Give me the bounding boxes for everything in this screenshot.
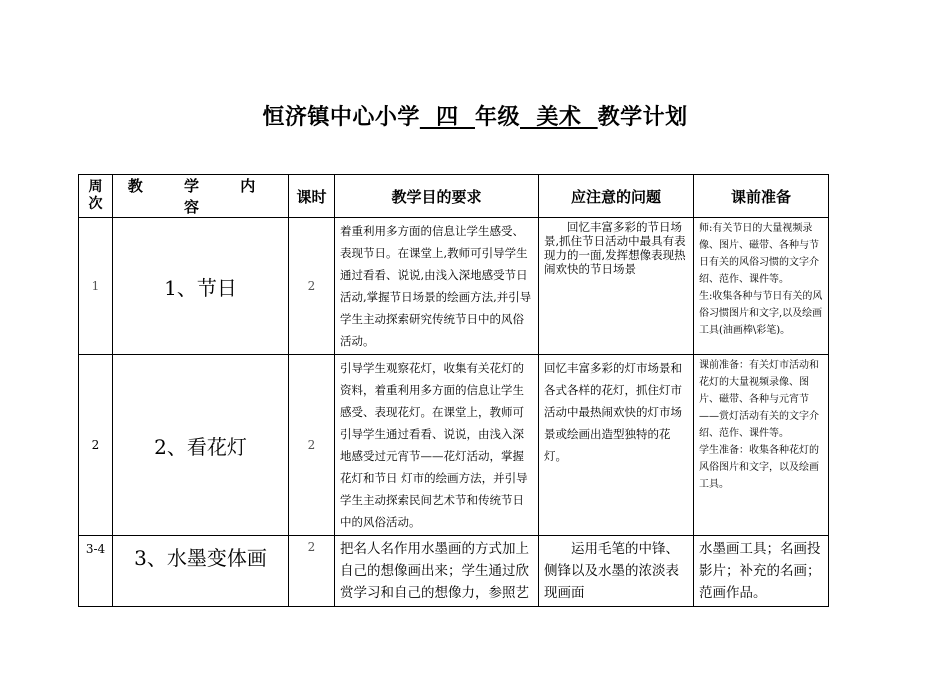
- hours-cell: 2: [289, 536, 335, 607]
- notes-cell: 运用毛笔的中锋、侧锋以及水墨的浓淡表现画面: [539, 536, 694, 607]
- table-row: [79, 355, 829, 536]
- goals-cell: 把名人名作用水墨画的方式加上自己的想像画出来；学生通过欣赏学习和自己的想像力，参照艺: [335, 536, 539, 607]
- week-cell: 2: [79, 355, 113, 536]
- notes-cell: 回忆丰富多彩的灯市场景和各式各样的花灯，抓住灯市活动中最热闹欢快的灯市场景或绘画出造型独特的花灯。: [539, 355, 694, 536]
- prep-cell: 师:有关节日的大量视频录像、图片、磁带、各种与节日有关的风俗习惯的文字介绍、范作、课件等。 生:收集各种与节日有关的风俗习惯图片和文字,以及绘画工具(油画棒\彩笔)。: [694, 218, 829, 355]
- table-row: [79, 218, 829, 355]
- grade-blank: 四: [419, 104, 475, 130]
- plan-label: 教学计划: [597, 104, 688, 130]
- prep-cell: 水墨画工具；名画投影片；补充的名画；范画作品。: [694, 536, 829, 607]
- goals-cell: 引导学生观察花灯，收集有关花灯的资料，着重利用多方面的信息让学生感受、表现花灯。在课堂上，教师可引导学生通过看看、说说，由浅入深地感受过元宵节——花灯活动，掌握花灯和节日 灯市的绘画方法，并引导学生主动探索民间艺术节和传统节日中的风俗活动。: [335, 355, 539, 536]
- week-cell: 3-4: [79, 536, 113, 607]
- subject-blank: 美术: [520, 104, 598, 130]
- school-name: 恒济镇中心小学: [262, 104, 420, 130]
- hours-cell: 2: [289, 218, 335, 355]
- week-cell: 1: [79, 218, 113, 355]
- content-cell: 1、节日: [113, 218, 289, 355]
- goals-cell: 着重利用多方面的信息让学生感受、表现节日。在课堂上,教师可引导学生通过看看、说说,由浅入深地感受节日活动,掌握节日场景的绘画方法,并引导学生主动探索研究传统节日中的风俗活动。: [335, 218, 539, 355]
- header-notes: 应注意的问题: [539, 175, 694, 218]
- content-cell: 3、水墨变体画: [113, 536, 289, 607]
- table-row: [79, 536, 829, 607]
- notes-cell: 回忆丰富多彩的节日场景,抓住节日活动中最具有表现力的一面,发挥想像表现热闹欢快的节日场景: [539, 218, 694, 355]
- header-row: [79, 175, 829, 218]
- page-title: [0, 100, 950, 131]
- header-prep: 课前准备: [694, 175, 829, 218]
- prep-cell: 课前准备：有关灯市活动和花灯的大量视频录像、图片、磁带、各种与元宵节——赏灯活动有关的文字介绍、范作、课件等。 学生准备：收集各种花灯的风俗图片和文字，以及绘画工具。: [694, 355, 829, 536]
- header-week: 周 次: [79, 175, 113, 218]
- header-hours: 课时: [289, 175, 335, 218]
- header-content: 教 学 内 容: [113, 175, 289, 218]
- content-cell: 2、看花灯: [113, 355, 289, 536]
- grade-label: 年级: [474, 104, 520, 130]
- header-goals: 教学目的要求: [335, 175, 539, 218]
- hours-cell: 2: [289, 355, 335, 536]
- teaching-plan-table: [78, 174, 829, 607]
